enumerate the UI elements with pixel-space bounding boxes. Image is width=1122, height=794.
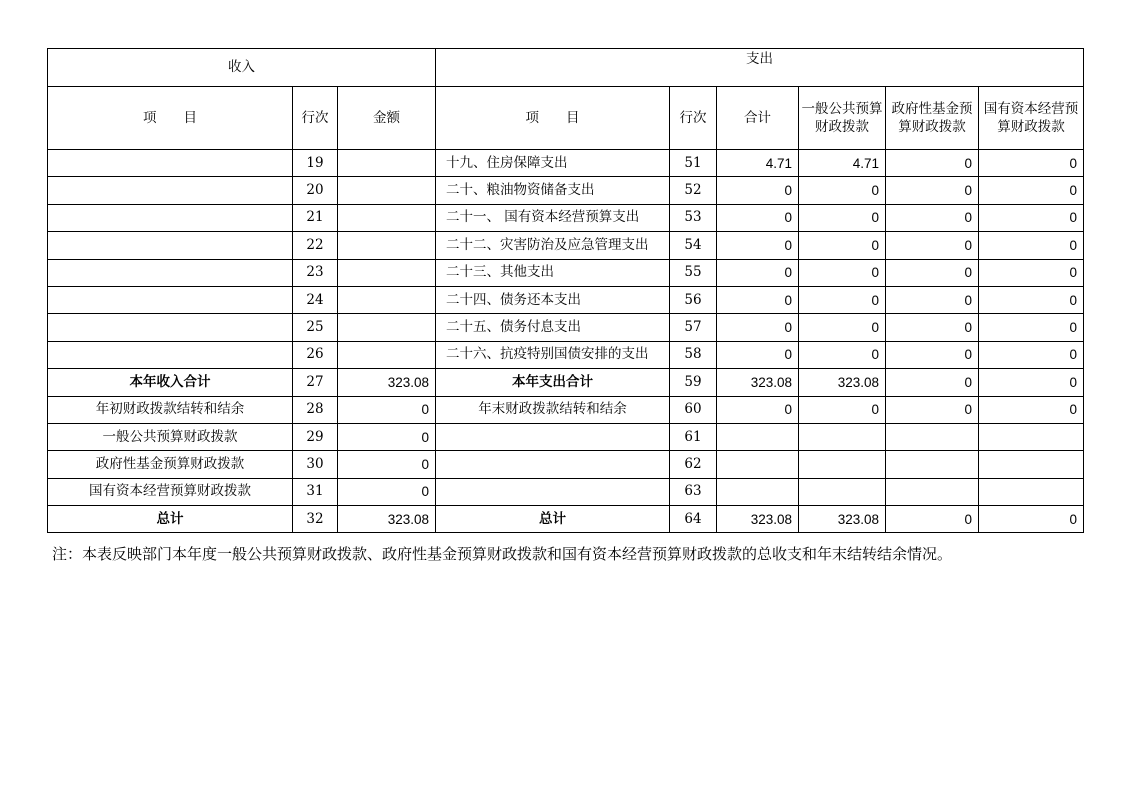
income-line-cell: 27 [293, 369, 338, 396]
group-header-row [48, 49, 1084, 87]
expense-line-cell: 55 [670, 259, 717, 286]
expense-general-cell [799, 423, 886, 450]
table-row [48, 506, 1084, 533]
income-amount-cell [338, 150, 436, 177]
expense-general-cell: 0 [799, 204, 886, 231]
table-body [48, 150, 1084, 533]
expense-total-cell: 0 [717, 204, 799, 231]
expense-total-cell: 0 [717, 232, 799, 259]
expense-total-cell: 0 [717, 314, 799, 341]
income-amount-cell [338, 341, 436, 368]
expense-item-cell: 二十三、其他支出 [436, 259, 670, 286]
income-item-cell: 总计 [48, 506, 293, 533]
income-item-cell [48, 204, 293, 231]
expense-fund-cell [886, 423, 979, 450]
expense-item-cell: 二十一、 国有资本经营预算支出 [436, 204, 670, 231]
income-amount-cell [338, 204, 436, 231]
income-line-cell: 30 [293, 451, 338, 478]
expense-item-cell: 本年支出合计 [436, 369, 670, 396]
income-item-cell [48, 341, 293, 368]
expense-general-cell: 323.08 [799, 506, 886, 533]
expense-general-cell [799, 478, 886, 505]
income-line-header: 行次 [293, 87, 338, 150]
table-row [48, 259, 1084, 286]
expense-total-cell: 323.08 [717, 506, 799, 533]
table-row [48, 396, 1084, 423]
income-amount-cell [338, 232, 436, 259]
table-row [48, 204, 1084, 231]
expense-line-cell: 64 [670, 506, 717, 533]
expense-state-cell [979, 423, 1084, 450]
expense-total-cell [717, 423, 799, 450]
expense-state-cell: 0 [979, 177, 1084, 204]
expense-total-header: 合计 [717, 87, 799, 150]
income-group-header: 收入 [48, 49, 436, 87]
expense-item-cell: 十九、住房保障支出 [436, 150, 670, 177]
income-amount-cell [338, 259, 436, 286]
income-amount-cell: 0 [338, 396, 436, 423]
expense-item-cell: 二十四、债务还本支出 [436, 286, 670, 313]
income-amount-cell: 323.08 [338, 506, 436, 533]
expense-item-cell: 二十六、抗疫特别国债安排的支出 [436, 341, 670, 368]
expense-state-cell: 0 [979, 150, 1084, 177]
table-row [48, 232, 1084, 259]
income-item-cell: 年初财政拨款结转和结余 [48, 396, 293, 423]
table-note: 注：本表反映部门本年度一般公共预算财政拨款、政府性基金预算财政拨款和国有资本经营预算财政拨款的总收支和年末结转结余情况。 [52, 545, 953, 563]
income-item-cell: 本年收入合计 [48, 369, 293, 396]
income-line-cell: 31 [293, 478, 338, 505]
income-line-cell: 24 [293, 286, 338, 313]
expense-line-cell: 63 [670, 478, 717, 505]
income-amount-header: 金额 [338, 87, 436, 150]
expense-state-cell: 0 [979, 396, 1084, 423]
expense-line-cell: 56 [670, 286, 717, 313]
expense-line-cell: 58 [670, 341, 717, 368]
expense-item-header: 项 目 [436, 87, 670, 150]
income-amount-cell [338, 177, 436, 204]
income-item-cell: 一般公共预算财政拨款 [48, 423, 293, 450]
expense-line-cell: 61 [670, 423, 717, 450]
income-line-cell: 32 [293, 506, 338, 533]
expense-line-cell: 51 [670, 150, 717, 177]
income-line-cell: 29 [293, 423, 338, 450]
income-item-cell [48, 259, 293, 286]
expense-state-cell: 0 [979, 341, 1084, 368]
income-line-cell: 22 [293, 232, 338, 259]
expense-total-cell: 0 [717, 177, 799, 204]
expense-general-cell: 0 [799, 177, 886, 204]
expense-item-cell: 二十二、灾害防治及应急管理支出 [436, 232, 670, 259]
expense-fund-cell: 0 [886, 177, 979, 204]
expense-state-cell [979, 451, 1084, 478]
income-item-cell [48, 150, 293, 177]
expense-general-cell: 323.08 [799, 369, 886, 396]
expense-state-cell: 0 [979, 369, 1084, 396]
expense-fund-header: 政府性基金预算财政拨款 [886, 87, 979, 150]
expense-item-cell [436, 451, 670, 478]
expense-line-cell: 62 [670, 451, 717, 478]
table-row [48, 286, 1084, 313]
income-item-header: 项 目 [48, 87, 293, 150]
income-item-cell: 国有资本经营预算财政拨款 [48, 478, 293, 505]
expense-item-cell: 总计 [436, 506, 670, 533]
expense-fund-cell: 0 [886, 150, 979, 177]
expense-total-cell [717, 478, 799, 505]
expense-line-cell: 57 [670, 314, 717, 341]
expense-item-cell: 二十五、债务付息支出 [436, 314, 670, 341]
expense-total-cell [717, 451, 799, 478]
expense-fund-cell: 0 [886, 232, 979, 259]
expense-fund-cell [886, 451, 979, 478]
income-line-cell: 21 [293, 204, 338, 231]
table-row [48, 451, 1084, 478]
expense-item-cell: 二十、粮油物资储备支出 [436, 177, 670, 204]
table-row [48, 314, 1084, 341]
expense-general-cell: 0 [799, 259, 886, 286]
expense-state-cell: 0 [979, 259, 1084, 286]
income-item-cell [48, 314, 293, 341]
expense-state-cell: 0 [979, 314, 1084, 341]
expense-general-cell: 0 [799, 286, 886, 313]
column-header-row [48, 87, 1084, 150]
expense-general-header: 一般公共预算财政拨款 [799, 87, 886, 150]
expense-state-cell: 0 [979, 204, 1084, 231]
income-amount-cell [338, 314, 436, 341]
expense-fund-cell: 0 [886, 259, 979, 286]
expense-item-cell [436, 423, 670, 450]
expense-line-cell: 53 [670, 204, 717, 231]
expense-line-cell: 54 [670, 232, 717, 259]
income-item-cell [48, 286, 293, 313]
expense-state-cell: 0 [979, 286, 1084, 313]
expense-state-header: 国有资本经营预算财政拨款 [979, 87, 1084, 150]
expense-item-cell [436, 478, 670, 505]
expense-total-cell: 0 [717, 286, 799, 313]
expense-general-cell: 4.71 [799, 150, 886, 177]
expense-line-cell: 60 [670, 396, 717, 423]
income-amount-cell [338, 286, 436, 313]
expense-state-cell: 0 [979, 232, 1084, 259]
income-amount-cell: 0 [338, 451, 436, 478]
expense-fund-cell: 0 [886, 506, 979, 533]
table-row [48, 369, 1084, 396]
income-line-cell: 25 [293, 314, 338, 341]
expense-general-cell [799, 451, 886, 478]
budget-table [47, 48, 1084, 533]
expense-total-cell: 323.08 [717, 369, 799, 396]
expense-general-cell: 0 [799, 314, 886, 341]
expense-total-cell: 0 [717, 396, 799, 423]
expense-fund-cell: 0 [886, 204, 979, 231]
expense-fund-cell: 0 [886, 341, 979, 368]
expense-general-cell: 0 [799, 396, 886, 423]
table-row [48, 423, 1084, 450]
income-item-cell [48, 232, 293, 259]
income-item-cell [48, 177, 293, 204]
table-row [48, 478, 1084, 505]
income-line-cell: 20 [293, 177, 338, 204]
expense-fund-cell: 0 [886, 314, 979, 341]
table-row [48, 341, 1084, 368]
income-line-cell: 23 [293, 259, 338, 286]
expense-state-cell [979, 478, 1084, 505]
table-row [48, 177, 1084, 204]
table-row [48, 150, 1084, 177]
income-line-cell: 28 [293, 396, 338, 423]
expense-general-cell: 0 [799, 232, 886, 259]
expense-total-cell: 4.71 [717, 150, 799, 177]
income-line-cell: 26 [293, 341, 338, 368]
expense-line-cell: 52 [670, 177, 717, 204]
income-amount-cell: 0 [338, 478, 436, 505]
expense-group-header: 支出 [436, 49, 1084, 87]
expense-item-cell: 年末财政拨款结转和结余 [436, 396, 670, 423]
income-item-cell: 政府性基金预算财政拨款 [48, 451, 293, 478]
expense-fund-cell: 0 [886, 396, 979, 423]
expense-general-cell: 0 [799, 341, 886, 368]
income-amount-cell: 323.08 [338, 369, 436, 396]
expense-total-cell: 0 [717, 341, 799, 368]
income-amount-cell: 0 [338, 423, 436, 450]
expense-line-header: 行次 [670, 87, 717, 150]
expense-fund-cell [886, 478, 979, 505]
expense-state-cell: 0 [979, 506, 1084, 533]
expense-line-cell: 59 [670, 369, 717, 396]
expense-total-cell: 0 [717, 259, 799, 286]
expense-fund-cell: 0 [886, 369, 979, 396]
expense-fund-cell: 0 [886, 286, 979, 313]
income-line-cell: 19 [293, 150, 338, 177]
